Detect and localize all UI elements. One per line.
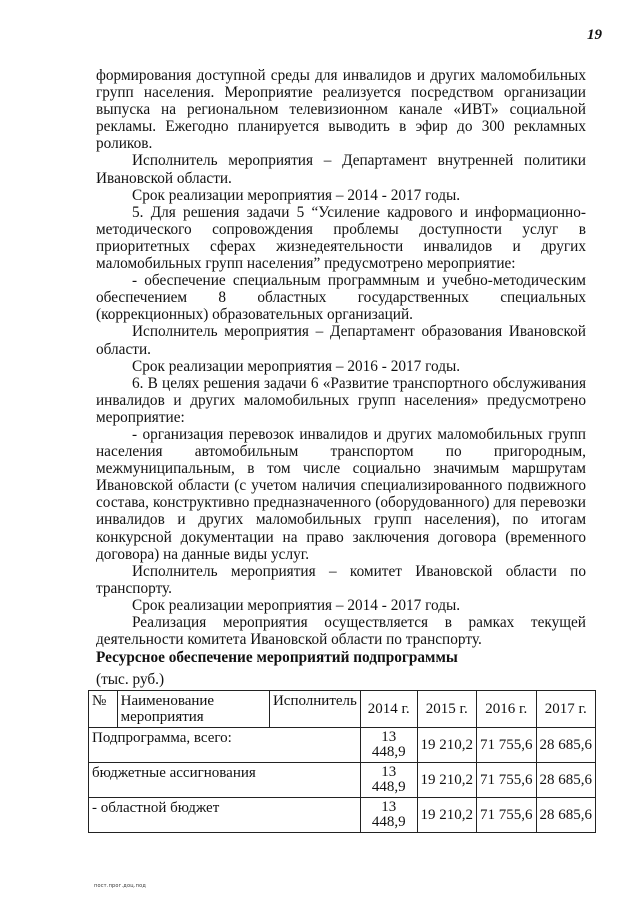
header-2014: 2014 г. [360,691,417,728]
cell-2014: 13 448,9 [360,728,417,763]
header-2017: 2017 г. [536,691,596,728]
paragraph: Исполнитель мероприятия – Департамент внутренней политики Ивановской области. [96,152,586,187]
budget-table [88,690,596,833]
paragraph: Исполнитель мероприятия – комитет Ивановской области по транспорту. [96,562,586,597]
table-row [89,798,596,833]
paragraph: 5. Для решения задачи 5 “Усиление кадрового и информационно-методического сопровождения проблемы доступности услуг в приоритетных сферах жизнедеятельности инвалидов и других маломобильных групп населения” предусмотрено мероприятие: [96,203,586,273]
paragraph: Исполнитель мероприятия – Департамент образования Ивановской области. [96,323,586,358]
row-label: бюджетные ассигнования [89,763,361,798]
paragraph: Срок реализации мероприятия – 2014 - 2017 годы. [132,596,461,614]
page-number: 19 [587,27,602,43]
cell-2017: 28 685,6 [536,798,596,833]
header-2015: 2015 г. [417,691,477,728]
cell-2017: 28 685,6 [536,728,596,763]
cell-2015: 19 210,2 [417,728,477,763]
header-executor: Исполнитель [269,691,360,728]
header-num: № [89,691,118,728]
header-2016: 2016 г. [477,691,537,728]
cell-2015: 19 210,2 [417,763,477,798]
table-row [89,728,596,763]
table-row [89,763,596,798]
section-title: Ресурсное обеспечение мероприятий подпрограммы [96,649,458,667]
cell-2017: 28 685,6 [536,763,596,798]
table-header-row [89,691,596,728]
cell-2016: 71 755,6 [477,763,537,798]
paragraph: Срок реализации мероприятия – 2016 - 2017 годы. [132,357,461,375]
paragraph: Срок реализации мероприятия – 2014 - 2017 годы. [132,186,461,204]
paragraph: - организация перевозок инвалидов и других маломобильных групп населения автомобильным транспортом по пригородным, межмуниципальным, в том числе социально значимым маршрутам Ивановской области (с учетом наличия специализированного подвижного состава, конструктивно предназначенного (оборудованного) для перевозки инвалидов и других маломобильных групп населения), по итогам конкурсной документации на право заключения договора (временного договора) на данные виды услуг. [96,425,586,563]
units-note: (тыс. руб.) [96,671,165,689]
paragraph: 6. В целях решения задачи 6 «Развитие транспортного обслуживания инвалидов и других маломобильных групп населения» предусмотрено мероприятие: [96,374,586,426]
cell-2015: 19 210,2 [417,798,477,833]
cell-2014: 13 448,9 [360,763,417,798]
footer-stamp: пост.прог.доц.под [94,883,146,889]
paragraph: - обеспечение специальным программным и учебно-методическим обеспечением 8 областных государственных специальных (коррекционных) образовательных организаций. [96,272,586,324]
row-label: - областной бюджет [89,798,361,833]
header-name: Наименование мероприятия [117,691,269,728]
document-body [96,67,586,688]
paragraph: формирования доступной среды для инвалидов и других маломобильных групп населения. Мероприятие реализуется посредством организации выпуска на региональном телевизионном канале «ИВТ» социальной рекламы. Ежегодно планируется выводить в эфир до 300 рекламных роликов. [96,67,586,153]
row-label: Подпрограмма, всего: [89,728,361,763]
cell-2014: 13 448,9 [360,798,417,833]
cell-2016: 71 755,6 [477,728,537,763]
cell-2016: 71 755,6 [477,798,537,833]
paragraph: Реализация мероприятия осуществляется в рамках текущей деятельности комитета Ивановской области по транспорту. [96,614,586,649]
